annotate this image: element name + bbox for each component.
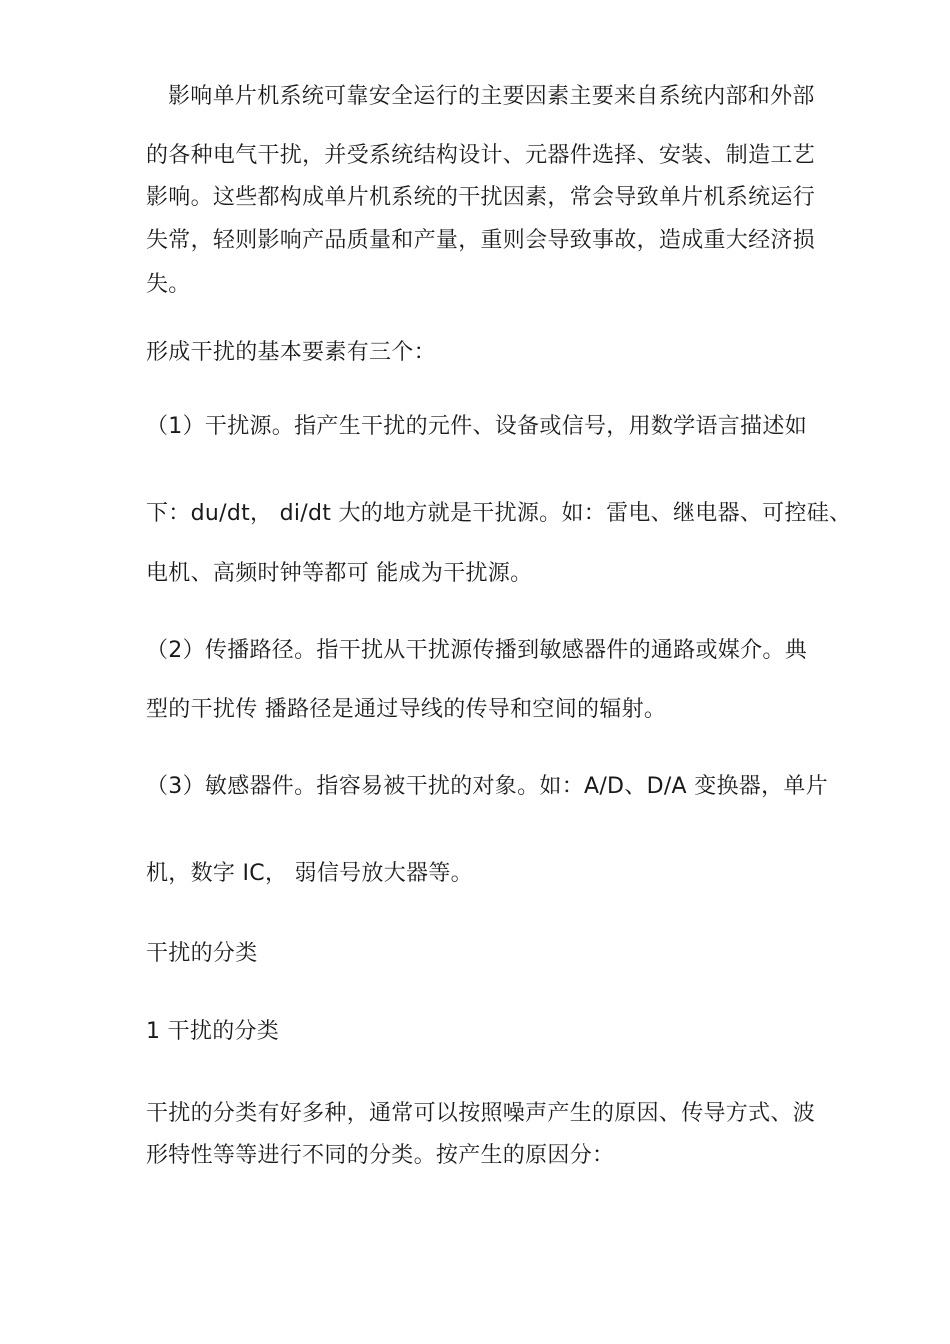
paragraph-last-line-1: 干扰的分类有好多种，通常可以按照噪声产生的原因、传导方式、波 [146,1101,816,1126]
item-1-line-1: （1）干扰源。指产生干扰的元件、设备或信号，用数学语言描述如 [146,414,807,439]
item-3-line-1: （3）敏感器件。指容易被干扰的对象。如：A/D、D/A 变换器，单片 [146,774,828,799]
paragraph-1-line-2: 的各种电气干扰，并受系统结构设计、元器件选择、安装、制造工艺 [146,143,816,168]
paragraph-1-line-1: 影响单片机系统可靠安全运行的主要因素主要来自系统内部和外部 [168,84,815,109]
heading-classification-1: 1 干扰的分类 [146,1019,280,1044]
paragraph-1-line-4: 失常，轻则影响产品质量和产量，重则会导致事故，造成重大经济损 [146,228,816,253]
elements-intro: 形成干扰的基本要素有三个： [146,340,436,365]
item-1-line-2: 下：du/dt， di/dt 大的地方就是干扰源。如：雷电、继电器、可控硅、 [146,501,852,526]
item-3-line-2: 机，数字 IC， 弱信号放大器等。 [146,861,473,886]
item-1-line-3: 电机、高频时钟等都可 能成为干扰源。 [146,561,533,586]
heading-classification: 干扰的分类 [146,941,258,966]
item-2-line-1: （2）传播路径。指干扰从干扰源传播到敏感器件的通路或媒介。典 [146,638,807,663]
paragraph-1-line-3: 影响。这些都构成单片机系统的干扰因素，常会导致单片机系统运行 [146,185,816,210]
paragraph-1-line-5: 失。 [146,272,191,297]
paragraph-last-line-2: 形特性等等进行不同的分类。按产生的原因分： [146,1143,615,1168]
item-2-line-2: 型的干扰传 播路径是通过导线的传导和空间的辐射。 [146,697,667,722]
